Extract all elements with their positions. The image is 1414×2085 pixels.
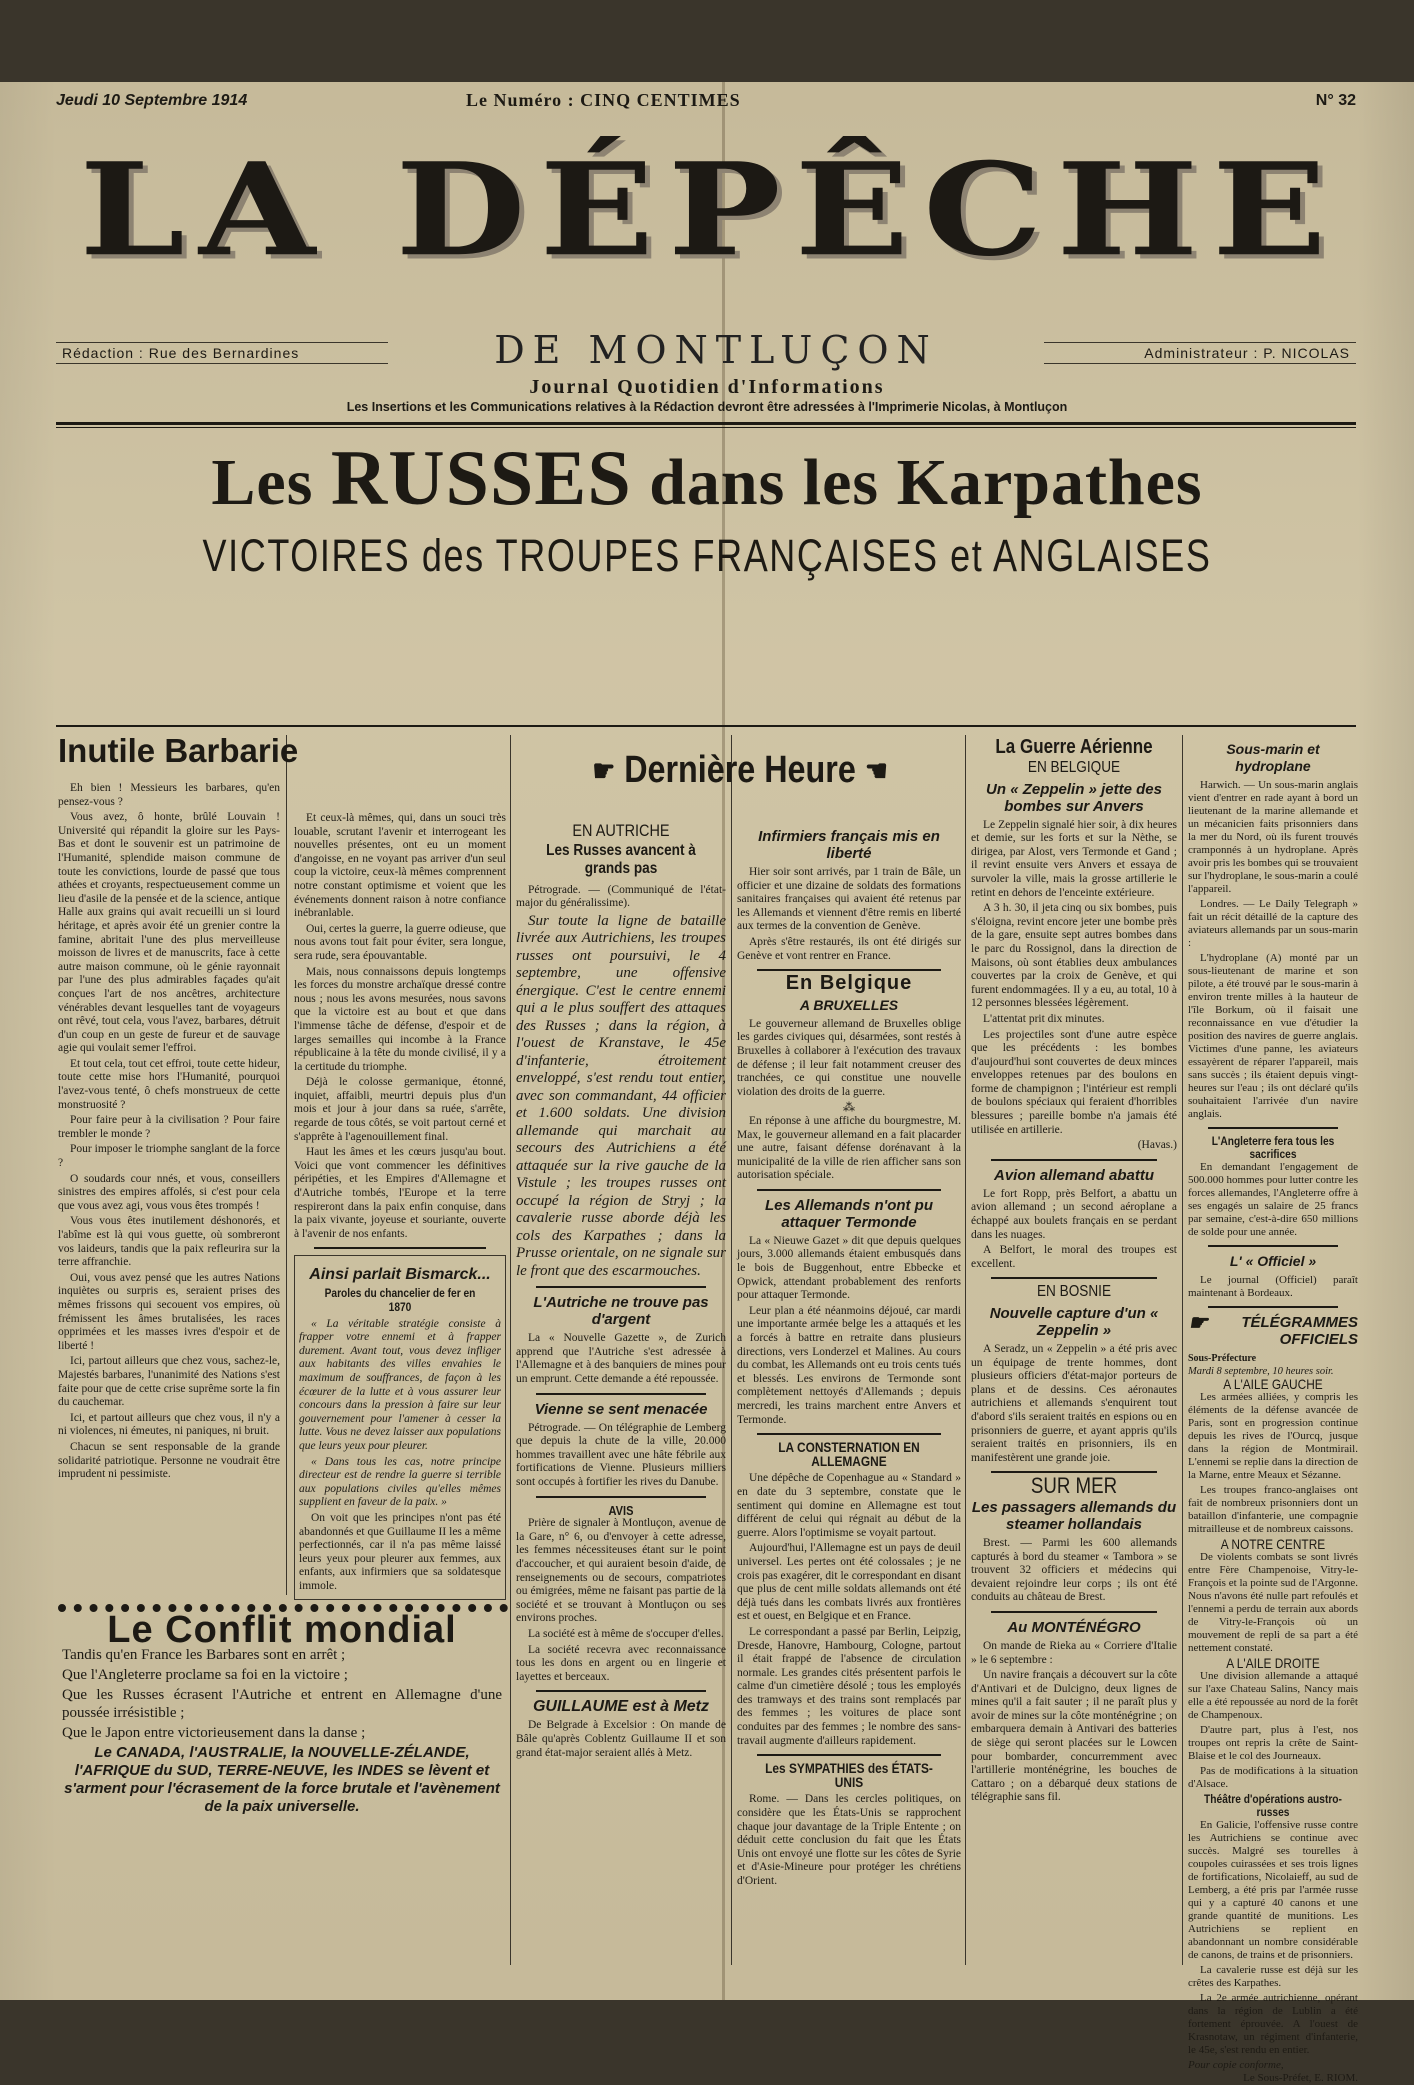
issue-date: Jeudi 10 Septembre 1914	[56, 92, 248, 109]
article-title: Ainsi parlait Bismarck...	[309, 1266, 491, 1284]
paragraph: Rome. — Dans les cercles politiques, on considère que les États-Unis se rapprochent chaque jour davantage de la Triple Entente ; on déduit cette conclusion du fait que les États Unis ont envoyé une flotte sur les côtes de Syrie et d'Asie-Mineure pour protéger les chrétiens d'Orient.	[737, 1793, 961, 1887]
article-inutile-barbarie	[58, 730, 299, 1484]
paragraph: Mais, nous connaissons depuis longtemps les forces du monstre archaïque dressé contre nous ; nous les avons mesurées, nous savons que la victoire est au bout et que dans l'immense tâche de défense, d'espoir et de larges semailles qui incombe à la France républicaine à la tête du monde civilisé, il y a la certitude du triomphe.	[294, 965, 506, 1073]
paragraph: Un navire français a découvert sur la côte d'Antivari et de Dulcigno, deux lignes de mines qu'il a fait sauter ; il ne paraît plus y avoir de mines sur la côte monténégrine ; on embarquera demain à Antivari des batteries de siège qui seront placées sur le Lowcen pour bombarder, concurremment avec l'artillerie monténégrine, les bouches de Cattaro ; on a débarqué deux stations de télégraphie sans fil.	[971, 1669, 1177, 1804]
paragraph: A 3 h. 30, il jeta cinq ou six bombes, puis s'éloigna, revint encore jeter une bombe près de la gare, ensuite sept autres bombes dans le parc du Rossignol, dans la direction de Maisons, où sont établies deux ambulances couvertes par la croix de Genève, et qui furent endommagées. Il y a eu, au total, 10 à 12 personnes blessées légèrement.	[971, 902, 1177, 1010]
paragraph: Le Zeppelin signalé hier soir, à dix heures et demie, sur les forts et sur la Nèthe, se dirigea, par Alost, vers Termonde et Gand ; il revint ensuite vers Anvers et essaya de survoler la ville, mais la grosse artillerie le retint en dehors de l'enceinte extérieure.	[971, 818, 1177, 899]
article-title: Vienne se sent menacée	[534, 1400, 708, 1418]
section-head: A L'AILE GAUCHE	[1223, 1376, 1323, 1392]
paragraph: Prière de signaler à Montluçon, avenue de la Gare, n° 6, ou d'envoyer à cette adresse, les femmes nécessiteuses étant sur le point d'accoucher, et qui auraient besoin d'aide, de renseignements ou de secours, compatriotes ou émigrées, même ne faisant pas partie de la société et se trouvant à Montluçon ou ses environs proches.	[516, 1517, 726, 1625]
section-rule	[757, 969, 941, 971]
paragraph: Pétrograde. — On télégraphie de Lemberg que depuis la chute de la ville, 20.000 hommes travaillent avec une hâte fébrile aux fortifications de Vienne. Plusieurs milliers sont occupés à fortifier les rives du Danube.	[516, 1421, 726, 1489]
paragraph: La « Nieuwe Gazet » dit que depuis quelques jours, 3.000 allemands étaient embusqués dans le bois de Buggenhout, entre Ebbecke et Opwick, attendant probablement des renforts pour attaquer Termonde.	[737, 1234, 961, 1302]
article-title: Les SYMPATHIES des ÉTATS-UNIS	[765, 1760, 933, 1790]
paragraph: « La véritable stratégie consiste à frapper votre ennemi et à frapper durement. Avant tout, vous devez infliger aux habitants des villes envahies le maximum de souffrances, de façon à les écœurer de la lutte et à vous assurer leur concours dans la pression à faire sur leur gouvernement pour l'amener à cesser la lutte. Vous ne devez laisser aux populations que leurs yeux pour pleurer.	[299, 1317, 501, 1452]
article-title: Sous-marin et hydroplane	[1226, 741, 1320, 774]
article-title: Les Russes avancent à grands pas	[546, 841, 696, 877]
paragraph: L'attentat prit dix minutes.	[983, 1012, 1105, 1025]
paragraph: La société est à même de s'occuper d'elles.	[528, 1627, 724, 1640]
article-title: Inutile Barbarie	[58, 732, 299, 769]
paragraph: De violents combats se sont livrés entre Fère Champenoise, Vitry-le-François et la pointe sud de l'Argonne. Nous n'avons été nulle part refoulés et l'ennemi a perdu de terrain aux abords de Vitry-le-François où un mouvement de repli de sa part a été nettement constaté.	[1188, 1551, 1358, 1654]
masthead-subline	[56, 328, 1356, 372]
paragraph: Une dépêche de Copenhague au « Standard » en date du 3 septembre, constate que le sentiment qui domine en Allemagne est tout différent de celui qui régnait au début de la guerre. Alors l'optimisme se voyait partout.	[737, 1472, 961, 1539]
paragraph: Vous vous êtes inutilement déshonorés, et l'abîme est là qui vous guette, où sombreront vos laideurs, tandis que la paix refleurira sur la terre affranchie.	[58, 1215, 280, 1269]
copie-conforme: Pour copie conforme,	[1188, 2059, 1284, 2071]
section-rule	[757, 1189, 941, 1191]
article-title: Les Allemands n'ont pu attaquer Termonde	[764, 1196, 934, 1231]
paragraph: Le fort Ropp, près Belfort, a abattu un avion allemand ; un second aéroplane a échappé aux boulets français en se perdant dans les nuages.	[971, 1187, 1177, 1241]
paragraph: Ici, et partout ailleurs que chez vous, il n'y a ni violences, ni émeutes, ni paniques, ni bruit.	[58, 1411, 280, 1438]
section-rule	[1208, 1245, 1338, 1247]
paragraph: L'hydroplane (A) monté par un sous-lieutenant de marine et son pilote, a été trouvé par le sous-marin à environ trente milles à la hauteur de l'île Borkum, où il faisait une reconnaissance en vue d'étudier la position des navires de guerre anglais. Victimes d'une panne, les aviateurs essayèrent de réparer l'appareil, mais sans succès ; ils étaient depuis vingt-heures sur l'eau ; ils ont déclaré qu'ils souhaitaient l'arrivée d'un navire anglais.	[1188, 952, 1358, 1120]
article-title: Théâtre d'opérations austro-russes	[1204, 1792, 1342, 1819]
main-headline	[0, 434, 1414, 589]
article-title: L' « Officiel »	[1229, 1253, 1317, 1269]
headline-line-2: VICTOIRES des TROUPES FRANÇAISES et ANGLAISES	[202, 530, 1212, 581]
paragraph: Oui, certes la guerre, la guerre odieuse, que nous avons tout fait pour éviter, sera longue, sera rude, sera épouvantable.	[294, 922, 506, 962]
derniere-heure-banner: ☛ Dernière Heure ☛	[553, 748, 927, 794]
paragraph: A Seradz, un « Zeppelin » a été pris avec un équipage de trente hommes, dont plusieurs officiers d'état-major porteurs de plans et de dessins. Ces aéronautes autrichiens et allemands s'enquirent tout d'abord s'ils seraient traités en espions ou en prisonniers de guerre, et ayant appris qu'ils seraient traités en prisonniers, ils en manifestèrent une grande joie.	[971, 1343, 1177, 1464]
paragraph: De Belgrade à Excelsior : On mande de Bâle qu'après Coblentz Guillaume II et son grand état-major seraient allés à Metz.	[516, 1719, 726, 1759]
section-head: EN AUTRICHE	[572, 821, 670, 840]
paragraph: Les armées alliées, y compris les éléments de la défense avancée de Paris, sont en progression continue depuis les rives de l'Ourcq, jusque dans la région de Montmirail. L'ennemi se replie dans la direction de la Marne, entre Meaux et Sézanne.	[1188, 1391, 1358, 1481]
paragraph: En Galicie, l'offensive russe contre les Autrichiens se continue avec succès. Malgré ses tourelles à coupoles cuirassées et ses trois lignes de fortifications, Nicolaieff, au sud de Lemberg, a été pris par l'armée russe qui y a capturé 40 canons et une grande quantité de munitions. Les Autrichiens se replient en abandonnant un nombre considérable de canons, de trains et de prisonniers.	[1188, 1819, 1358, 1961]
section-head: SUR MER	[1030, 1473, 1118, 1499]
source-credit: (Havas.)	[1137, 1139, 1177, 1152]
paragraph: La 2e armée autrichienne, opérant dans la région de Lublin a été fortement éprouvée. A l'ouest de Krasnotaw, un régiment d'infanterie, le 45e, s'est rendu en entier.	[1188, 1992, 1358, 2056]
article-title: AVIS	[608, 1502, 634, 1518]
article-title: L'Angleterre fera tous les sacrifices	[1211, 1134, 1335, 1161]
paragraph: Londres. — Le Daily Telegraph » fait un récit détaillé de la capture des aviateurs allemands par un sous-marin :	[1188, 898, 1358, 949]
section-rule	[536, 1286, 706, 1288]
section-head: A L'AILE DROITE	[1226, 1655, 1320, 1671]
separator-ornament: ⁂	[843, 1100, 855, 1115]
headline-line-1: Les RUSSES dans les Karpathes	[211, 434, 1203, 521]
article-title: Infirmiers français mis en liberté	[758, 828, 940, 862]
section-rule	[757, 1754, 941, 1756]
article-title: Les passagers allemands du steamer hollandais	[971, 1498, 1177, 1533]
paragraph: Après s'être restaurés, ils ont été dirigés sur Genève et vont rentrer en France.	[737, 935, 961, 962]
paragraph: Les projectiles sont d'une autre espèce que les précédents : les bombes d'aujourd'hui sont couvertes de deux minces enveloppes retenues par des boulons en forme de champignon ; l'intérieur est rempli de boulons spéciaux qui feraient d'horribles blessures ; pareille bombe n'a jamais été utilisée en artillerie.	[971, 1028, 1177, 1136]
article-title: La Guerre Aérienne	[995, 736, 1153, 758]
paragraph: Pour faire peur à la civilisation ? Pour faire trembler le monde ?	[58, 1114, 280, 1140]
paragraph: O soudards cour nnés, et vous, conseillers sinistres des empires affolés, si c'est pour cela que vous avez agi, vous vous êtes trompés !	[58, 1172, 280, 1212]
section-rule	[536, 1690, 706, 1692]
pointing-hand-left-icon: ☛	[864, 754, 888, 788]
paragraph: On voit que les principes n'ont pas été abandonnés et que Guillaume II les a même perfectionnés, car il n'a pas même laissé leurs yeux pour pleurer aux femmes, aux enfants, aux infirmiers que sa soldatesque immole.	[299, 1511, 501, 1592]
paragraph: Pour imposer le triomphe sanglant de la force ?	[58, 1143, 280, 1170]
article-title: Avion allemand abattu	[993, 1166, 1155, 1184]
section-rule	[536, 1393, 706, 1395]
pointing-hand-right-icon: ☛	[592, 754, 616, 788]
paragraph: Une division allemande a attaqué sur l'axe Chateau Salins, Nancy mais elle a été repoussée au nord de la forêt de Champenoux.	[1188, 1670, 1358, 1721]
issue-number: N° 32	[1315, 92, 1356, 109]
paragraph: Chacun se sent responsable de la grande solidarité patriotique. Personne ne voudrait être imprudent ni pessimiste.	[58, 1440, 280, 1481]
sous-prefecture-label: Sous-Préfecture	[1188, 1353, 1257, 1364]
columns-top-rule	[56, 725, 1356, 727]
paragraph: Que le Japon entre victorieusement dans la danse ;	[62, 1724, 366, 1741]
paragraph: A Belfort, le moral des troupes est excellent.	[971, 1244, 1177, 1270]
paragraph: Eh bien ! Messieurs les barbares, qu'en pensez-vous ?	[58, 782, 280, 808]
section-head: EN BELGIQUE	[1027, 759, 1121, 776]
section-rule	[991, 1159, 1157, 1161]
masthead-title: LA DÉPÊCHE	[79, 135, 1341, 285]
article-title: GUILLAUME est à Metz	[532, 1698, 709, 1716]
paragraph: Et ceux-là mêmes, qui, dans un souci très louable, scrutant l'avenir et interrogeant les nouvelles présentes, ont eu un moment d'angoisse, en ne voyant pas arriver d'un seul coup la victoire, ceux-là mêmes comprennent notre constant optimisme et voient que les événements donnent raison à notre confiance inébranlable.	[294, 812, 506, 920]
article-conflit-mondial	[62, 1609, 502, 1816]
column-6	[1188, 735, 1358, 2085]
tagline: Journal Quotidien d'Informations	[529, 376, 885, 398]
paragraph: On mande de Rieka au « Corriere d'Italie » le 6 septembre :	[971, 1639, 1177, 1666]
paragraph-final: Le CANADA, l'AUSTRALIE, la NOUVELLE-ZÉLANDE, l'AFRIQUE du SUD, TERRE-NEUVE, les INDES se lèvent et s'arment pour l'écrasement de la force brutale et l'avènement de la paix universelle.	[64, 1743, 500, 1815]
column-divider	[965, 735, 966, 1965]
header-rule-thin	[56, 427, 1356, 428]
article-title: Le Conflit mondial	[107, 1609, 457, 1651]
section-head: EN BOSNIE	[1036, 1283, 1112, 1301]
paragraph: « Dans tous les cas, notre principe directeur est de rendre la guerre si terrible aux populations civiles qu'elles mêmes supplient en faveur de la paix. »	[299, 1455, 501, 1509]
paragraph: Tandis qu'en France les Barbares sont en arrêt ;	[62, 1646, 346, 1663]
column-divider	[1182, 735, 1183, 1965]
article-title: Nouvelle capture d'un « Zeppelin »	[989, 1305, 1159, 1339]
section-head: En Belgique	[785, 972, 913, 995]
insertions-notice: Les Insertions et les Communications relatives à la Rédaction devront être adressées à l'Imprimerie Nicolas, à Montluçon	[346, 400, 1068, 414]
top-info-bar	[56, 90, 1356, 114]
issue-price: Le Numéro : CINQ CENTIMES	[466, 90, 741, 110]
signature: Le Sous-Préfet, E. RIOM.	[1243, 2072, 1358, 2084]
paragraph: Oui, vous avez pensé que les autres Nations inquiètes ou surpris es, seraient prises des mêmes frissons qui secouent vos empires, où frémissent les âmes brutalisées, les races opprimées et les masses ivres d'espoir et de liberté !	[58, 1271, 280, 1352]
paragraph: La cavalerie russe est déjà sur les crêtes des Karpathes.	[1188, 1964, 1358, 1989]
paragraph: Brest. — Parmi les 600 allemands capturés à bord du steamer « Tambora » se trouvent 32 officiers et médecins qui devaient rejoindre leur corps ; ils ont été conduits au château de Brest.	[971, 1536, 1177, 1604]
paragraph: Ici, partout ailleurs que chez vous, sachez-le, Majestés barbares, l'unanimité des Nations s'est faite pour que de cette crise suprême sorte la fin du cauchemar.	[58, 1355, 280, 1409]
article-subtitle: Paroles du chancelier de fer en 1870	[324, 1286, 476, 1314]
paragraph: Et tout cela, tout cet effroi, toute cette hideur, toute cette mise hors l'Humanité, pourquoi l'avez-vous tenté, ô chefs monstrueux de cette monstruosité ?	[58, 1057, 280, 1111]
column-divider	[510, 735, 511, 1965]
article-derniere-heure	[516, 822, 726, 1762]
paragraph: Sur toute la ligne de bataille livrée aux Autrichiens, les troupes russes ont poursuivi, le 4 septembre, une offensive énergique. C'est le centre ennemi qui a le plus souffert des attaques des Russes ; dans la région, à l'ouest de Kranstave, le 45e d'infanterie, étroitement enveloppé, s'est rendu tout entier, avec son commandant, 44 officier et 1.600 soldats. Une division allemande qui marchait au secours des Autrichiens a été attaquée sur la rive gauche de la Vistule ; les troupes russes ont occupé la région de Stryj ; la cavalerie russe aborde déjà les cols des Karpathes ; dans la Prusse orientale, on ne signale sur le front que des escarmouches.	[516, 912, 726, 1279]
paragraph: Le correspondant a passé par Berlin, Leipzig, Dresde, Hanovre, Hambourg, Cologne, partout il était frappé de l'absence de circulation normale. Les grandes cités présentent parfois le calme d'un cimetière désolé ; tous les employés des tramways et des trains sont remplacés par des femmes ; les voitures de place sont conduites par des femmes ; le nombre des sans-travail augmente d'ailleurs rapidement.	[737, 1625, 961, 1747]
paragraph: D'autre part, plus à l'est, nos troupes ont repris la crête de Saint-Blaise et le col des Journeaux.	[1188, 1724, 1358, 1762]
paragraph: Vous avez, ô honte, brûlé Louvain ! Université qui répandit la gloire sur les Pays-Bas et dont le souvenir est un patrimoine de l'Humanité, splendide maison commune de toute les convictions, lourde de passé que tous athées et croyants, respectueusement comme un lieu d'asile de la pensée et de la science, antique Halle aux grains qui avait recueilli un si lourd héritage, et après avoir été un grenier contre la famine, abritait l'une des plus merveilleuse moisson de livres et de manuscrits, face à cette autre maison commune, où le génie rayonnait par l'une des plus admirables façades qu'ait conçues l'art de nos ancêtres, architecture vénérables devant lesquelles tant de voyageurs ont rêvé, tout cela, vous l'avez, barbares, détruit d'un coup en un geste de fureur et de sauvage agie qui voulait semer l'effroi.	[58, 811, 280, 1055]
column-guerre-aerienne	[971, 735, 1177, 1807]
section-head: Au MONTÉNÉGRO	[1007, 1618, 1141, 1636]
paragraph: Que les Russes écrasent l'Autriche et entrent en Allemagne d'une poussée irrésistible ;	[62, 1686, 502, 1721]
paragraph: Pétrograde. — (Communiqué de l'état-major du généralissime).	[516, 883, 726, 910]
section-rule	[314, 1247, 486, 1249]
paragraph: Hier soir sont arrivés, par 1 train de Bâle, un officier et une dizaine de soldats des formations sanitaires françaises qui avaient été retenus par les Allemands et viennent d'être remis en liberté aux termes de la convention de Genève.	[737, 866, 961, 933]
section-rule	[536, 1496, 706, 1498]
column-divider	[731, 735, 732, 1965]
paragraph: Pas de modifications à la situation d'Alsace.	[1188, 1765, 1358, 1790]
pointing-hand-right-icon: ☛	[1188, 1310, 1208, 1335]
article-inutile-barbarie-cont	[294, 812, 506, 1600]
paragraph: Harwich. — Un sous-marin anglais vient d'entrer en rade ayant à bord un lieutenant de la marine allemande et un mécanicien faits prisonniers dans la mer du Nord, où ils furent trouvés cramponnés à un hydroplane. Après avoir pris les bombes qui se trouvaient sur l'hydroplane, le sous-marin a coulé l'appareil.	[1188, 779, 1358, 895]
paragraph: Haut les âmes et les cœurs jusqu'au bout. Voici que vont commencer les définitives péripéties, et les Empires d'Allemagne et d'Autriche tombés, l'Europe et la terre respireront dans la paix enfin conquise, dans la paix vivante, joyeuse et souriante, ouverte à l'avenir de nos enfants.	[294, 1146, 506, 1240]
paragraph: Aujourd'hui, l'Allemagne est un pays de deuil universel. Les pertes ont été colossales ; je ne crois pas exagérer, dit le correspondant en disant que plus de cent mille soldats allemands ont été déjà tués dans les combats livrés aux frontières est et ouest, en Belgique et en France.	[737, 1542, 961, 1623]
paragraph: En réponse à une affiche du bourgmestre, M. Max, le gouverneur allemand en a fait placarder une autre, faisant défense dorénavant à la municipalité de la ville de rien afficher sans son autorisation spéciale.	[737, 1114, 961, 1182]
article-title: L'Autriche ne trouve pas d'argent	[533, 1294, 709, 1329]
section-rule	[991, 1611, 1157, 1613]
section-head: A NOTRE CENTRE	[1220, 1536, 1326, 1552]
section-rule	[1208, 1127, 1338, 1129]
masthead-subtitle: DE MONTLUÇON	[494, 328, 938, 372]
section-rule	[1208, 1306, 1338, 1308]
section-rule	[991, 1277, 1157, 1279]
column-divider	[286, 735, 287, 1595]
redaction-address: Rédaction : Rue des Bernardines	[56, 342, 388, 364]
paragraph: Leur plan a été néanmoins déjoué, car mardi une importante armée belge les a attaqués et les a forcés à battre en retraite dans plusieurs directions, vers Londerzel et Malines. Au cours du combat, les Allemands ont eu trois cents tués et blessés. Les environs de Termonde sont complètement nettoyés d'Allemands ; depuis mercredi, les trains marchent entre Anvers et Termonde.	[737, 1304, 961, 1426]
administrateur: Administrateur : P. NICOLAS	[1044, 342, 1356, 364]
paragraph: Que l'Angleterre proclame sa foi en la victoire ;	[62, 1666, 348, 1683]
article-subtitle: Un « Zeppelin » jette des bombes sur Anvers	[986, 780, 1162, 815]
paragraph: Le gouverneur allemand de Bruxelles oblige les gardes civiques qui, désarmées, sont restés à Bruxelles à collaborer à l'exécution des travaux de défense ; il leur fait notamment creuser des tranchées, ce qui constitue une nouvelle violation des droits de la guerre.	[737, 1017, 961, 1098]
article-title: LA CONSTERNATION EN ALLEMAGNE	[778, 1439, 920, 1469]
paragraph: En demandant l'engagement de 500.000 hommes pour lutter contre les forces allemandes, l'Angleterre offre à ses engagés un salaire de 25 francs par semaine, c'est-à-dire 650 millions de solde pour une année.	[1188, 1161, 1358, 1238]
bismarck-box	[294, 1255, 506, 1600]
dispatch-date: Mardi 8 septembre, 10 heures soir.	[1188, 1366, 1334, 1377]
paragraph: Le journal (Officiel) paraît maintenant à Bordeaux.	[1188, 1274, 1358, 1299]
header-rule	[56, 422, 1356, 425]
telegrammes-banner: ☛ TÉLÉGRAMMES OFFICIELS	[1188, 1310, 1358, 1348]
paragraph: Les troupes franco-anglaises ont fait de nombreux prisonniers dont un bataillon d'infanterie, une compagnie mitrailleuse et de nombreux caissons.	[1188, 1484, 1358, 1535]
paragraph: La société recevra avec reconnaissance tous les dons en argent ou en lingerie et layettes et berceaux.	[516, 1643, 726, 1683]
paragraph: Déjà le colosse germanique, étonné, inquiet, affaibli, meurtri depuis plus d'un mois et jour à jour dans sa ruée, s'arrête, regarde de tous côtés, se voit partout cerné et s'apprête à l'agenouillement final.	[294, 1076, 506, 1143]
section-subhead: A BRUXELLES	[799, 996, 899, 1013]
column-4	[737, 822, 961, 1891]
paragraph: La « Nouvelle Gazette », de Zurich apprend que l'Autriche s'est adressée à l'Allemagne et à des banquiers de mines pour un emprunt. Cette demande a été repoussée.	[516, 1332, 726, 1386]
section-rule	[757, 1433, 941, 1435]
